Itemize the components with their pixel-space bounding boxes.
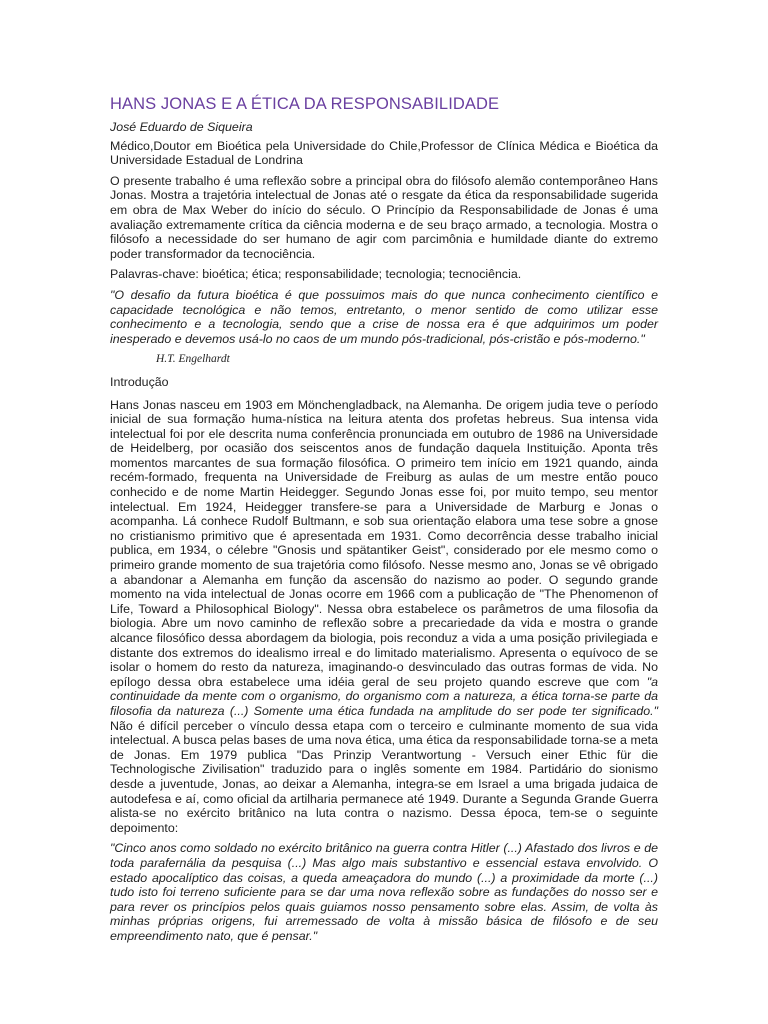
body-paragraph [110,398,658,836]
closing-quote: "Cinco anos como soldado no exército britânico na guerra contra Hitler (...) Afastado dos livros e de toda parafernália da pesquisa (...) Mas algo mais substantivo e essencial estava envolvido. O estado apocalíptico das coisas, a queda ameaçadora do mundo (...) a proximidade da morte (...) tudo isto foi terreno suficiente para se dar uma nova reflexão sobre as fundações do nosso ser e para rever os princípios pelos quais guiamos nosso pensamento sobre elas. Assim, de volta às minhas próprias origens, fui arremessado de volta à missão básica de filósofo e de seu empreendimento nato, que é pensar." [110,841,658,943]
document-page [110,94,658,949]
epigraph-quote: "O desafio da futura bioética é que possuimos mais do que nunca conhecimento científico e capacidade tecnológica e não temos, entretanto, o menor sentido de como utilizar esse conhecimento e a tecnologia, sendo que a crise de nossa era é que adquirimos um poder inesperado e devemos usá-lo no caos de um mundo pós-tradicional, pós-cristão e pós-moderno." [110,287,658,346]
article-title: HANS JONAS E A ÉTICA DA RESPONSABILIDADE [110,95,500,113]
body-text-part1: Hans Jonas nasceu em 1903 em Mönchengladback, na Alemanha. De origem judia teve o período inicial de sua formação huma-nística na leitura atenta dos profetas hebreus. Sua intensa vida intelectual foi por ele descrita numa conferência pronunciada em outubro de 1986 na Universidade de Heidelberg, por ocasião dos seiscentos anos de fundação daquela Instituição. Aponta três momentos marcantes de sua formação filosófica. O primeiro tem início em 1921 quando, ainda recém-formado, frequenta na Universidade de Freiburg as aulas de um mestre então pouco conhecido e de nome Martin Heidegger. Segundo Jonas esse foi, por muito tempo, seu mentor intelectual. Em 1924, Heidegger transfere-se para a Universidade de Marburg e Jonas o acompanha. Lá conhece Rudolf Bultmann, e sob sua orientação elabora uma tese sobre a gnose no cristianismo primitivo que é apresentada em 1931. Como decorrência desse trabalho inicial publica, em 1934, o célebre "Gnosis und spätantiker Geist", considerado por ele mesmo como o primeiro grande momento de sua trajetória como filósofo. Nesse mesmo ano, Jonas se vê obrigado a abandonar a Alemanha em função da ascensão do nazismo ao poder. O segundo grande momento na vida intelectual de Jonas ocorre em 1966 com a publicação de "The Phenomenon of Life, Toward a Philosophical Biology". Nessa obra estabelece os parâmetros de uma filosofia da biologia. Abre um novo caminho de reflexão sobre a precariedade da vida e mostra o grande alcance filosófico dessa abordagem da biologia, pois reconduz a vida a uma posição privilegiada e distante dos extremos do idealismo irreal e do limitado materialismo. Apresenta o equívoco de se isolar o homem do resto da natureza, imaginando-o desvinculado das outras formas de vida. No epílogo dessa obra estabelece uma idéia geral de seu projeto quando escreve que com [110,397,658,689]
abstract-paragraph: O presente trabalho é uma reflexão sobre a principal obra do filósofo alemão contemporâneo Hans Jonas. Mostra a trajetória intelectual de Jonas até o resgate da ética da responsabilidade sugerida em obra de Max Weber do início do século. O Princípio da Responsabilidade de Jonas é uma avaliação extremamente crítica da ciência moderna e de seu braço armado, a tecnologia. Mostra o filósofo a necessidade do ser humano de agir com parcimônia e humildade diante do extremo poder transformador da tecnociência. [110,173,658,261]
author-affiliation: Médico,Doutor em Bioética pela Universidade do Chile,Professor de Clínica Médica e Bioética da Universidade Estadual de Londrina [110,138,658,168]
body-italic-quote: "a continuidade da mente com o organismo, do organismo com a natureza, a ética torna-se parte da filosofia da natureza (...) Somente uma ética fundada na amplitude do ser pode ter significado." [110,674,658,718]
body-text-part2: Não é difícil perceber o vínculo dessa etapa com o terceiro e culminante momento de sua vida intelectual. A busca pelas bases de uma nova ética, uma ética da responsabilidade torna-se a meta de Jonas. Em 1979 publica "Das Prinzip Verantwortung - Versuch einer Ethic für die Technologische Zivilisation" traduzido para o inglês somente em 1984. Partidário do sionismo desde a juventude, Jonas, ao deixar a Alemanha, integra-se em Israel a uma brigada judaica de autodefesa e aí, como oficial da artilharia permanece até 1949. Durante a Segunda Grande Guerra alista-se no exército britânico na luta contra o nazismo. Dessa época, tem-se o seguinte depoimento: [110,718,658,835]
section-heading: Introdução [110,374,169,389]
keywords-line: Palavras-chave: bioética; ética; responsabilidade; tecnologia; tecnociência. [110,267,522,282]
author-name: José Eduardo de Siqueira [110,120,253,134]
epigraph-attribution: H.T. Engelhardt [156,353,230,366]
